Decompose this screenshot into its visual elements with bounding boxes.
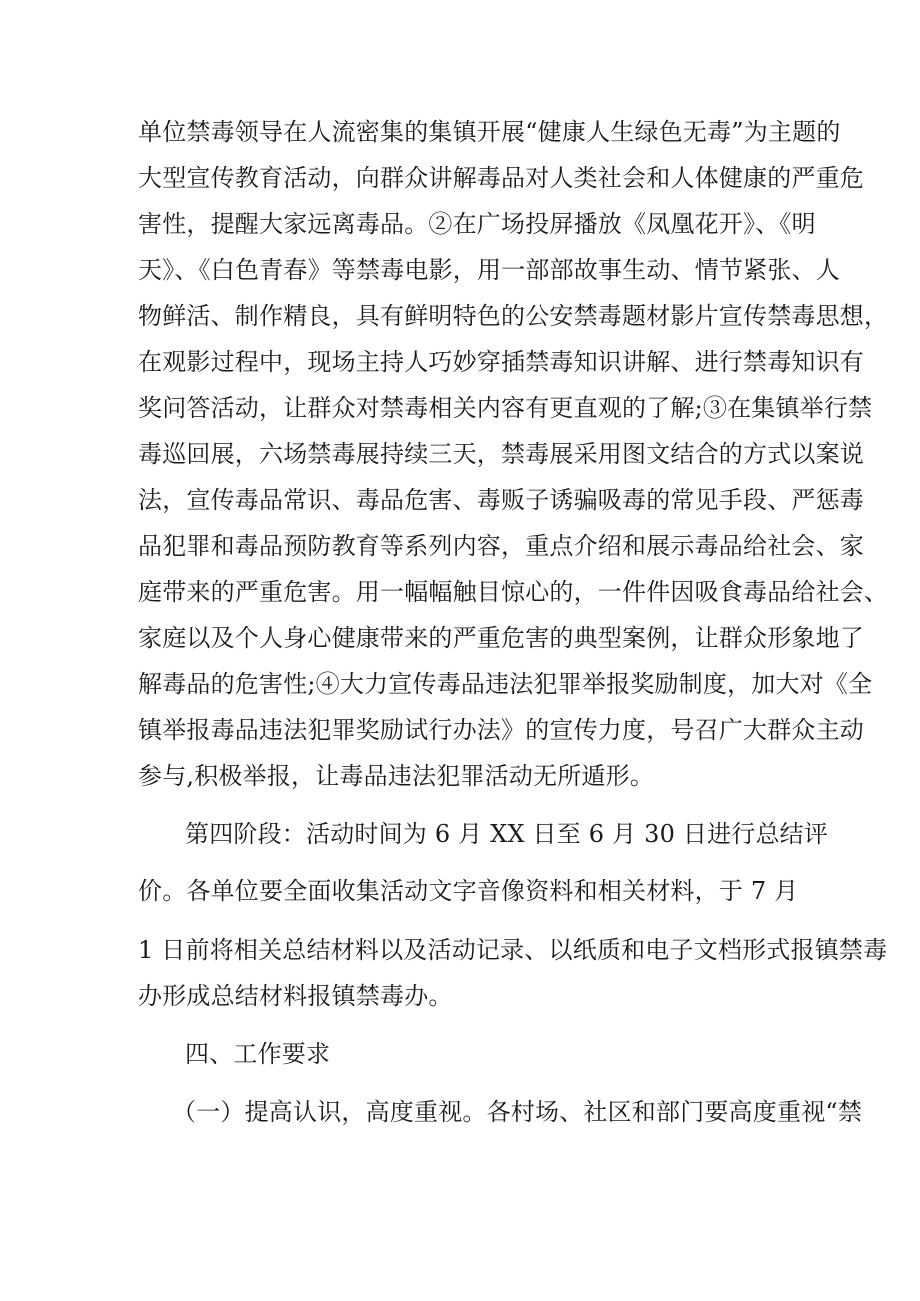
body-text-line: 办形成总结材料报镇禁毒办。 bbox=[138, 982, 453, 1010]
body-text-line: 价。各单位要全面收集活动文字音像资料和相关材料，于 7 月 bbox=[138, 877, 799, 905]
body-text-line: 在观影过程中，现场主持人巧妙穿插禁毒知识讲解、进行禁毒知识有 bbox=[138, 348, 864, 376]
body-text-line: 庭带来的严重危害。用一幅幅触目惊心的，一件件因吸食毒品给社会、 bbox=[138, 578, 889, 606]
body-text-line: （一）提高认识，高度重视。各村场、社区和部门要高度重视“禁 bbox=[172, 1098, 863, 1126]
body-text-line: 镇举报毒品违法犯罪奖励试行办法》的宣传力度，号召广大群众主动 bbox=[138, 716, 864, 744]
body-text-line: 1 日前将相关总结材料以及活动记录、以纸质和电子文档形式报镇禁毒 bbox=[138, 936, 888, 964]
body-text-line: 家庭以及个人身心健康带来的严重危害的典型案例，让群众形象地了 bbox=[138, 624, 864, 652]
body-text-line: 大型宣传教育活动，向群众讲解毒品对人类社会和人体健康的严重危 bbox=[138, 164, 864, 192]
body-text-line: 解毒品的危害性;④大力宣传毒品违法犯罪举报奖励制度，加大对《全 bbox=[138, 670, 873, 698]
body-text-line: 害性，提醒大家远离毒品。②在广场投屏播放《凤凰花开》、《明 bbox=[138, 210, 816, 238]
section-heading: 四、工作要求 bbox=[185, 1040, 331, 1068]
body-text-line: 天》、《白色青春》等禁毒电影，用一部部故事生动、情节紧张、人 bbox=[138, 256, 840, 284]
body-text-line: 奖问答活动，让群众对禁毒相关内容有更直观的了解;③在集镇举行禁 bbox=[138, 394, 873, 422]
body-text-line: 第四阶段：活动时间为 6 月 XX 日至 6 月 30 日进行总结评 bbox=[185, 820, 829, 848]
body-text-line: 法，宣传毒品常识、毒品危害、毒贩子诱骗吸毒的常见手段、严惩毒 bbox=[138, 486, 864, 514]
body-text-line: 参与,积极举报，让毒品违法犯罪活动无所遁形。 bbox=[138, 762, 655, 790]
body-text-line: 品犯罪和毒品预防教育等系列内容，重点介绍和展示毒品给社会、家 bbox=[138, 532, 864, 560]
body-text-line: 物鲜活、制作精良，具有鲜明特色的公安禁毒题材影片宣传禁毒思想， bbox=[138, 302, 889, 330]
body-text-line: 毒巡回展，六场禁毒展持续三天，禁毒展采用图文结合的方式以案说 bbox=[138, 440, 864, 468]
body-text-line: 单位禁毒领导在人流密集的集镇开展“健康人生绿色无毒”为主题的 bbox=[138, 118, 841, 146]
